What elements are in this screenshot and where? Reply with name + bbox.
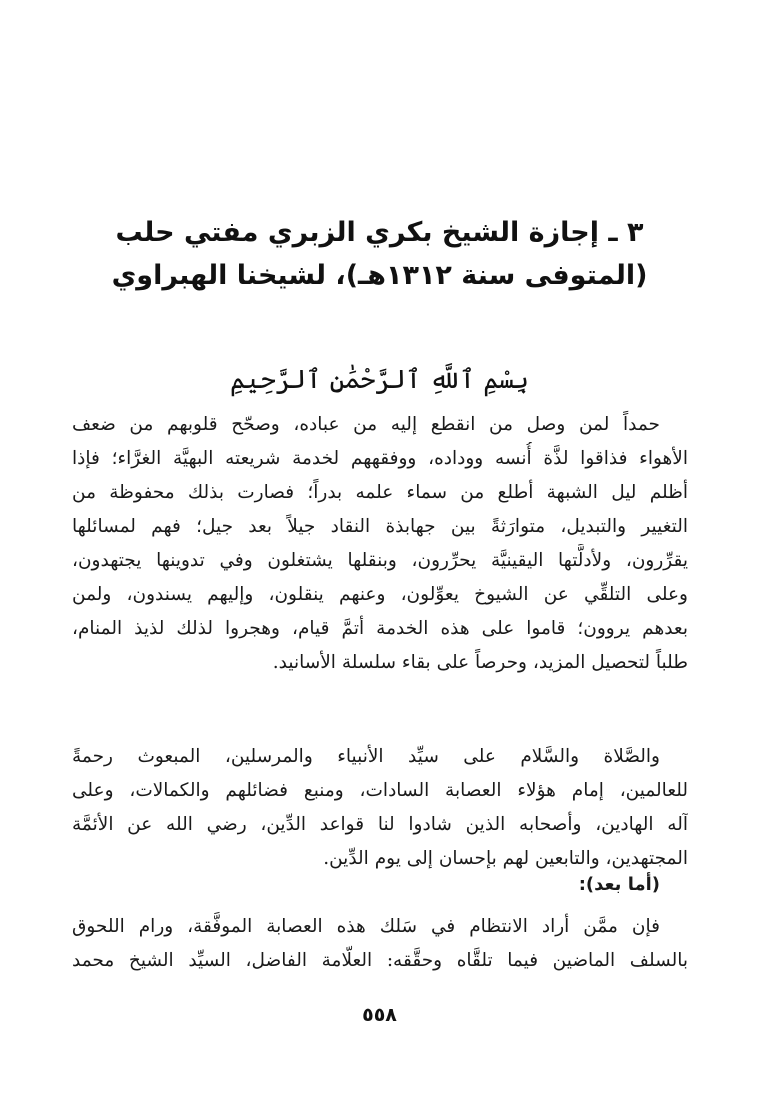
text-line: فإن ممَّن أراد الانتظام في سَلك هذه العصابة الموفَّقة، ورام اللحوق — [72, 916, 660, 937]
paragraph-main — [72, 910, 688, 978]
text-line: حمداً لمن وصل من انقطع إليه من عباده، وصحّح قلوبهم من ضعف — [72, 414, 660, 435]
text-line: التغيير والتبديل، متوارَثةً بين جهابذة النقاد جيلاً بعد جيل؛ فهم لمسائلها — [72, 516, 688, 537]
page-number: ٥٥٨ — [362, 1004, 397, 1026]
text-line: الأهواء فذاقوا لذَّة أُنسه ووداده، ووفقههم لخدمة شريعته البهيَّة الغرَّاء؛ فإذا — [72, 448, 688, 469]
section-heading-amma-baad — [72, 868, 688, 902]
paragraph-salutation — [72, 740, 688, 876]
text-line: طلباً لتحصيل المزيد، وحرصاً على بقاء سلسلة الأسانيد. — [272, 652, 688, 673]
chapter-title-line-2: (المتوفى سنة ١٣١٢هـ)، لشيخنا الهبراوي — [111, 260, 648, 291]
text-line: بعدهم يروون؛ قاموا على هذه الخدمة أتمَّ قيام، وهجروا لذلك لذيذ المنام، — [72, 618, 688, 639]
text-line: والصَّلاة والسَّلام على سيِّد الأنبياء والمرسلين، المبعوث رحمةً — [72, 746, 660, 767]
text-line: وعلى التلقِّي عن الشيوخ يعوِّلون، وعنهم ينقلون، وإليهم يسندون، ولمن — [72, 584, 688, 605]
text-line: أظلم ليل الشبهة أطلع من سماء علمه بدراً؛ فصارت بذلك محفوظة من — [72, 482, 688, 503]
amma-baad-heading: (أما بعد): — [578, 874, 660, 895]
text-line: يقرِّرون، ولأدلَّتها اليقينيَّة يحرِّرون، وبنقلها يشتغلون وفي تدوينها يجتهدون، — [72, 550, 688, 571]
text-line: للعالمين، إمام هؤلاء العصابة السادات، ومنبع فضائلهم والكمالات، وعلى — [72, 780, 688, 801]
text-line: آله الهادين، وأصحابه الذين شادوا لنا قواعد الدِّين، رضي الله عن الأئمَّة — [72, 814, 688, 835]
paragraph-praise — [72, 408, 688, 680]
chapter-title-line-1: ٣ ـ إجازة الشيخ بكري الزبري مفتي حلب — [115, 217, 644, 248]
text-line: المجتهدين، والتابعين لهم بإحسان إلى يوم الدِّين. — [323, 848, 688, 869]
text-line: بالسلف الماضين فيما تلقَّاه وحقَّقه: العلّامة الفاضل، السيِّد الشيخ محمد — [72, 950, 688, 971]
basmala: بِسْمِ ٱللَّهِ ٱلرَّحْمَٰنِ ٱلرَّحِيمِ — [229, 365, 529, 395]
